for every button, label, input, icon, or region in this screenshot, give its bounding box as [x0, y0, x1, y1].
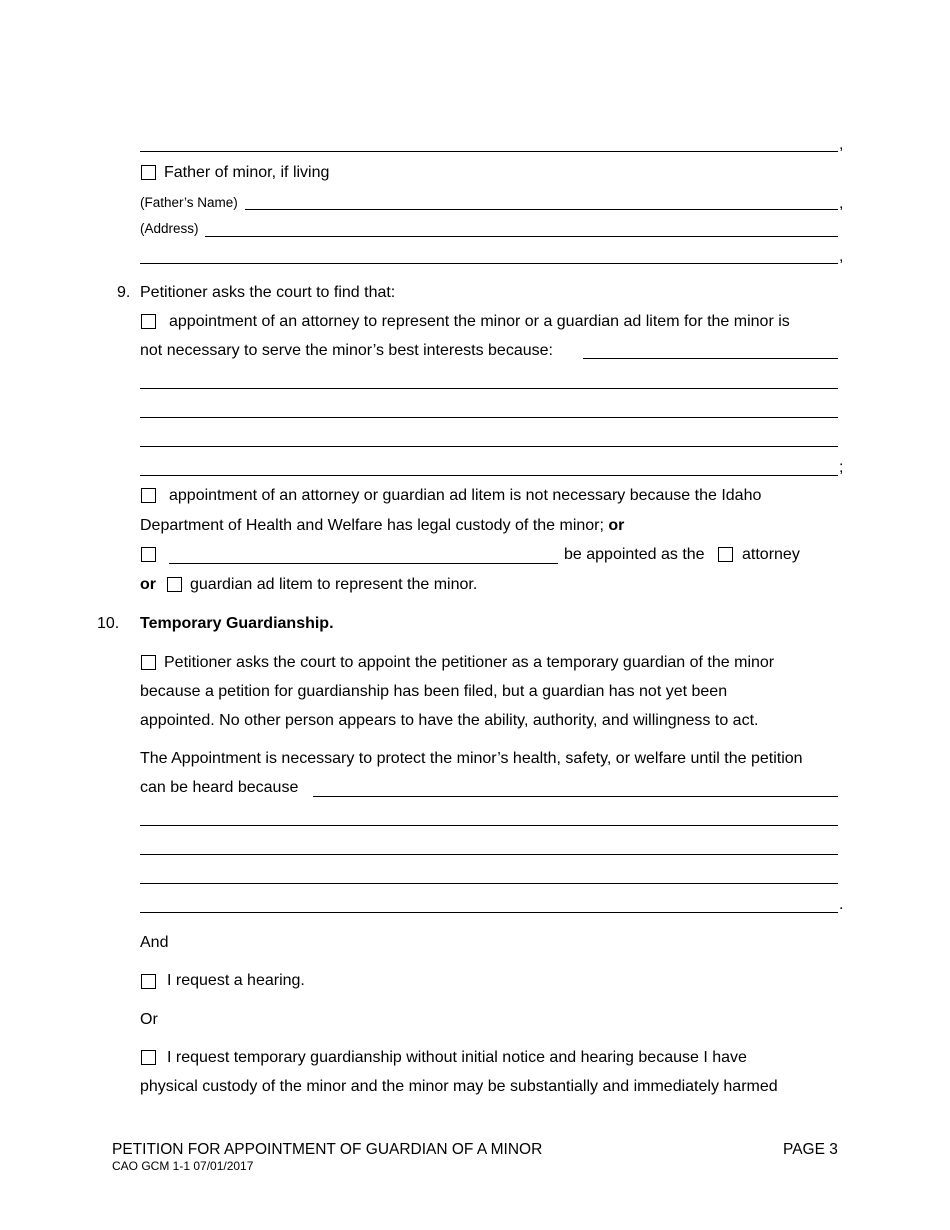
- trailing-comma: ,: [839, 195, 844, 212]
- option-2-text-line-2: [140, 517, 624, 535]
- temporary-guardian-checkbox[interactable]: [141, 655, 156, 670]
- necessity-reason-field-3[interactable]: [140, 854, 838, 855]
- footer-title: PETITION FOR APPOINTMENT OF GUARDIAN OF A MINOR: [112, 1141, 543, 1158]
- reason-field-5[interactable]: [140, 475, 838, 476]
- option-1-text-line-2: not necessary to serve the minor’s best interests because:: [140, 342, 553, 359]
- option-2-text-line-1: appointment of an attorney or guardian ad litem is not necessary because the Idaho: [169, 487, 762, 504]
- father-name-field[interactable]: [245, 209, 838, 210]
- guardian-ad-litem-checkbox[interactable]: [167, 577, 182, 592]
- attorney-checkbox[interactable]: [718, 547, 733, 562]
- item-9-number: 9.: [117, 284, 131, 301]
- para-2-line-1: The Appointment is necessary to protect the minor’s health, safety, or welfare until the petition: [140, 750, 803, 767]
- or-label: Or: [140, 1011, 158, 1028]
- appointee-name-field[interactable]: [169, 563, 558, 564]
- footer-form-id: CAO GCM 1-1 07/01/2017: [112, 1159, 254, 1173]
- address-field-line-2[interactable]: [140, 263, 838, 264]
- previous-address-line[interactable]: [140, 151, 838, 152]
- address-field[interactable]: [205, 236, 838, 237]
- option-1-text-line-1: appointment of an attorney to represent the minor or a guardian ad litem for the minor is: [169, 313, 790, 330]
- no-notice-line-1: I request temporary guardianship without initial notice and hearing because I have: [167, 1049, 747, 1066]
- para-1-line-2: because a petition for guardianship has been filed, but a guardian has not yet been: [140, 683, 728, 700]
- trailing-semicolon: ;: [839, 459, 844, 476]
- no-notice-checkbox[interactable]: [141, 1050, 156, 1065]
- reason-field-3[interactable]: [140, 417, 838, 418]
- trailing-comma: ,: [839, 248, 844, 265]
- para-2-line-2: can be heard because: [140, 779, 299, 796]
- request-hearing-checkbox[interactable]: [141, 974, 156, 989]
- or-conjunction: or: [140, 576, 156, 593]
- page-number: PAGE 3: [783, 1141, 838, 1158]
- father-checkbox-label: Father of minor, if living: [164, 164, 330, 181]
- no-notice-line-2: physical custody of the minor and the minor may be substantially and immediately harmed: [140, 1078, 778, 1095]
- reason-field-2[interactable]: [140, 388, 838, 389]
- item-10-heading: Temporary Guardianship.: [140, 615, 334, 632]
- or-conjunction: or: [608, 517, 625, 534]
- request-hearing-label: I request a hearing.: [167, 972, 305, 989]
- trailing-period: .: [839, 896, 844, 913]
- para-1-line-1: Petitioner asks the court to appoint the petitioner as a temporary guardian of the minor: [164, 654, 775, 671]
- not-necessary-best-interests-checkbox[interactable]: [141, 314, 156, 329]
- necessity-reason-field-4[interactable]: [140, 883, 838, 884]
- appoint-person-checkbox[interactable]: [141, 547, 156, 562]
- attorney-label: attorney: [742, 546, 800, 563]
- trailing-comma: ,: [839, 136, 844, 153]
- item-10-number: 10.: [97, 615, 120, 632]
- para-1-line-3: appointed. No other person appears to have the ability, authority, and willingness to act.: [140, 712, 759, 729]
- necessity-reason-field-2[interactable]: [140, 825, 838, 826]
- and-label: And: [140, 934, 169, 951]
- item-9-intro: Petitioner asks the court to find that:: [140, 284, 396, 301]
- reason-field-1[interactable]: [583, 358, 838, 359]
- necessity-reason-field-1[interactable]: [313, 796, 838, 797]
- father-checkbox[interactable]: [141, 165, 156, 180]
- guardian-ad-litem-label: guardian ad litem to represent the minor.: [190, 576, 478, 593]
- option-2-text: Department of Health and Welfare has legal custody of the minor;: [140, 517, 604, 534]
- health-welfare-custody-checkbox[interactable]: [141, 488, 156, 503]
- father-name-label: (Father’s Name): [140, 195, 238, 210]
- be-appointed-text: be appointed as the: [564, 546, 705, 563]
- necessity-reason-field-5[interactable]: [140, 912, 838, 913]
- reason-field-4[interactable]: [140, 446, 838, 447]
- address-label: (Address): [140, 221, 199, 236]
